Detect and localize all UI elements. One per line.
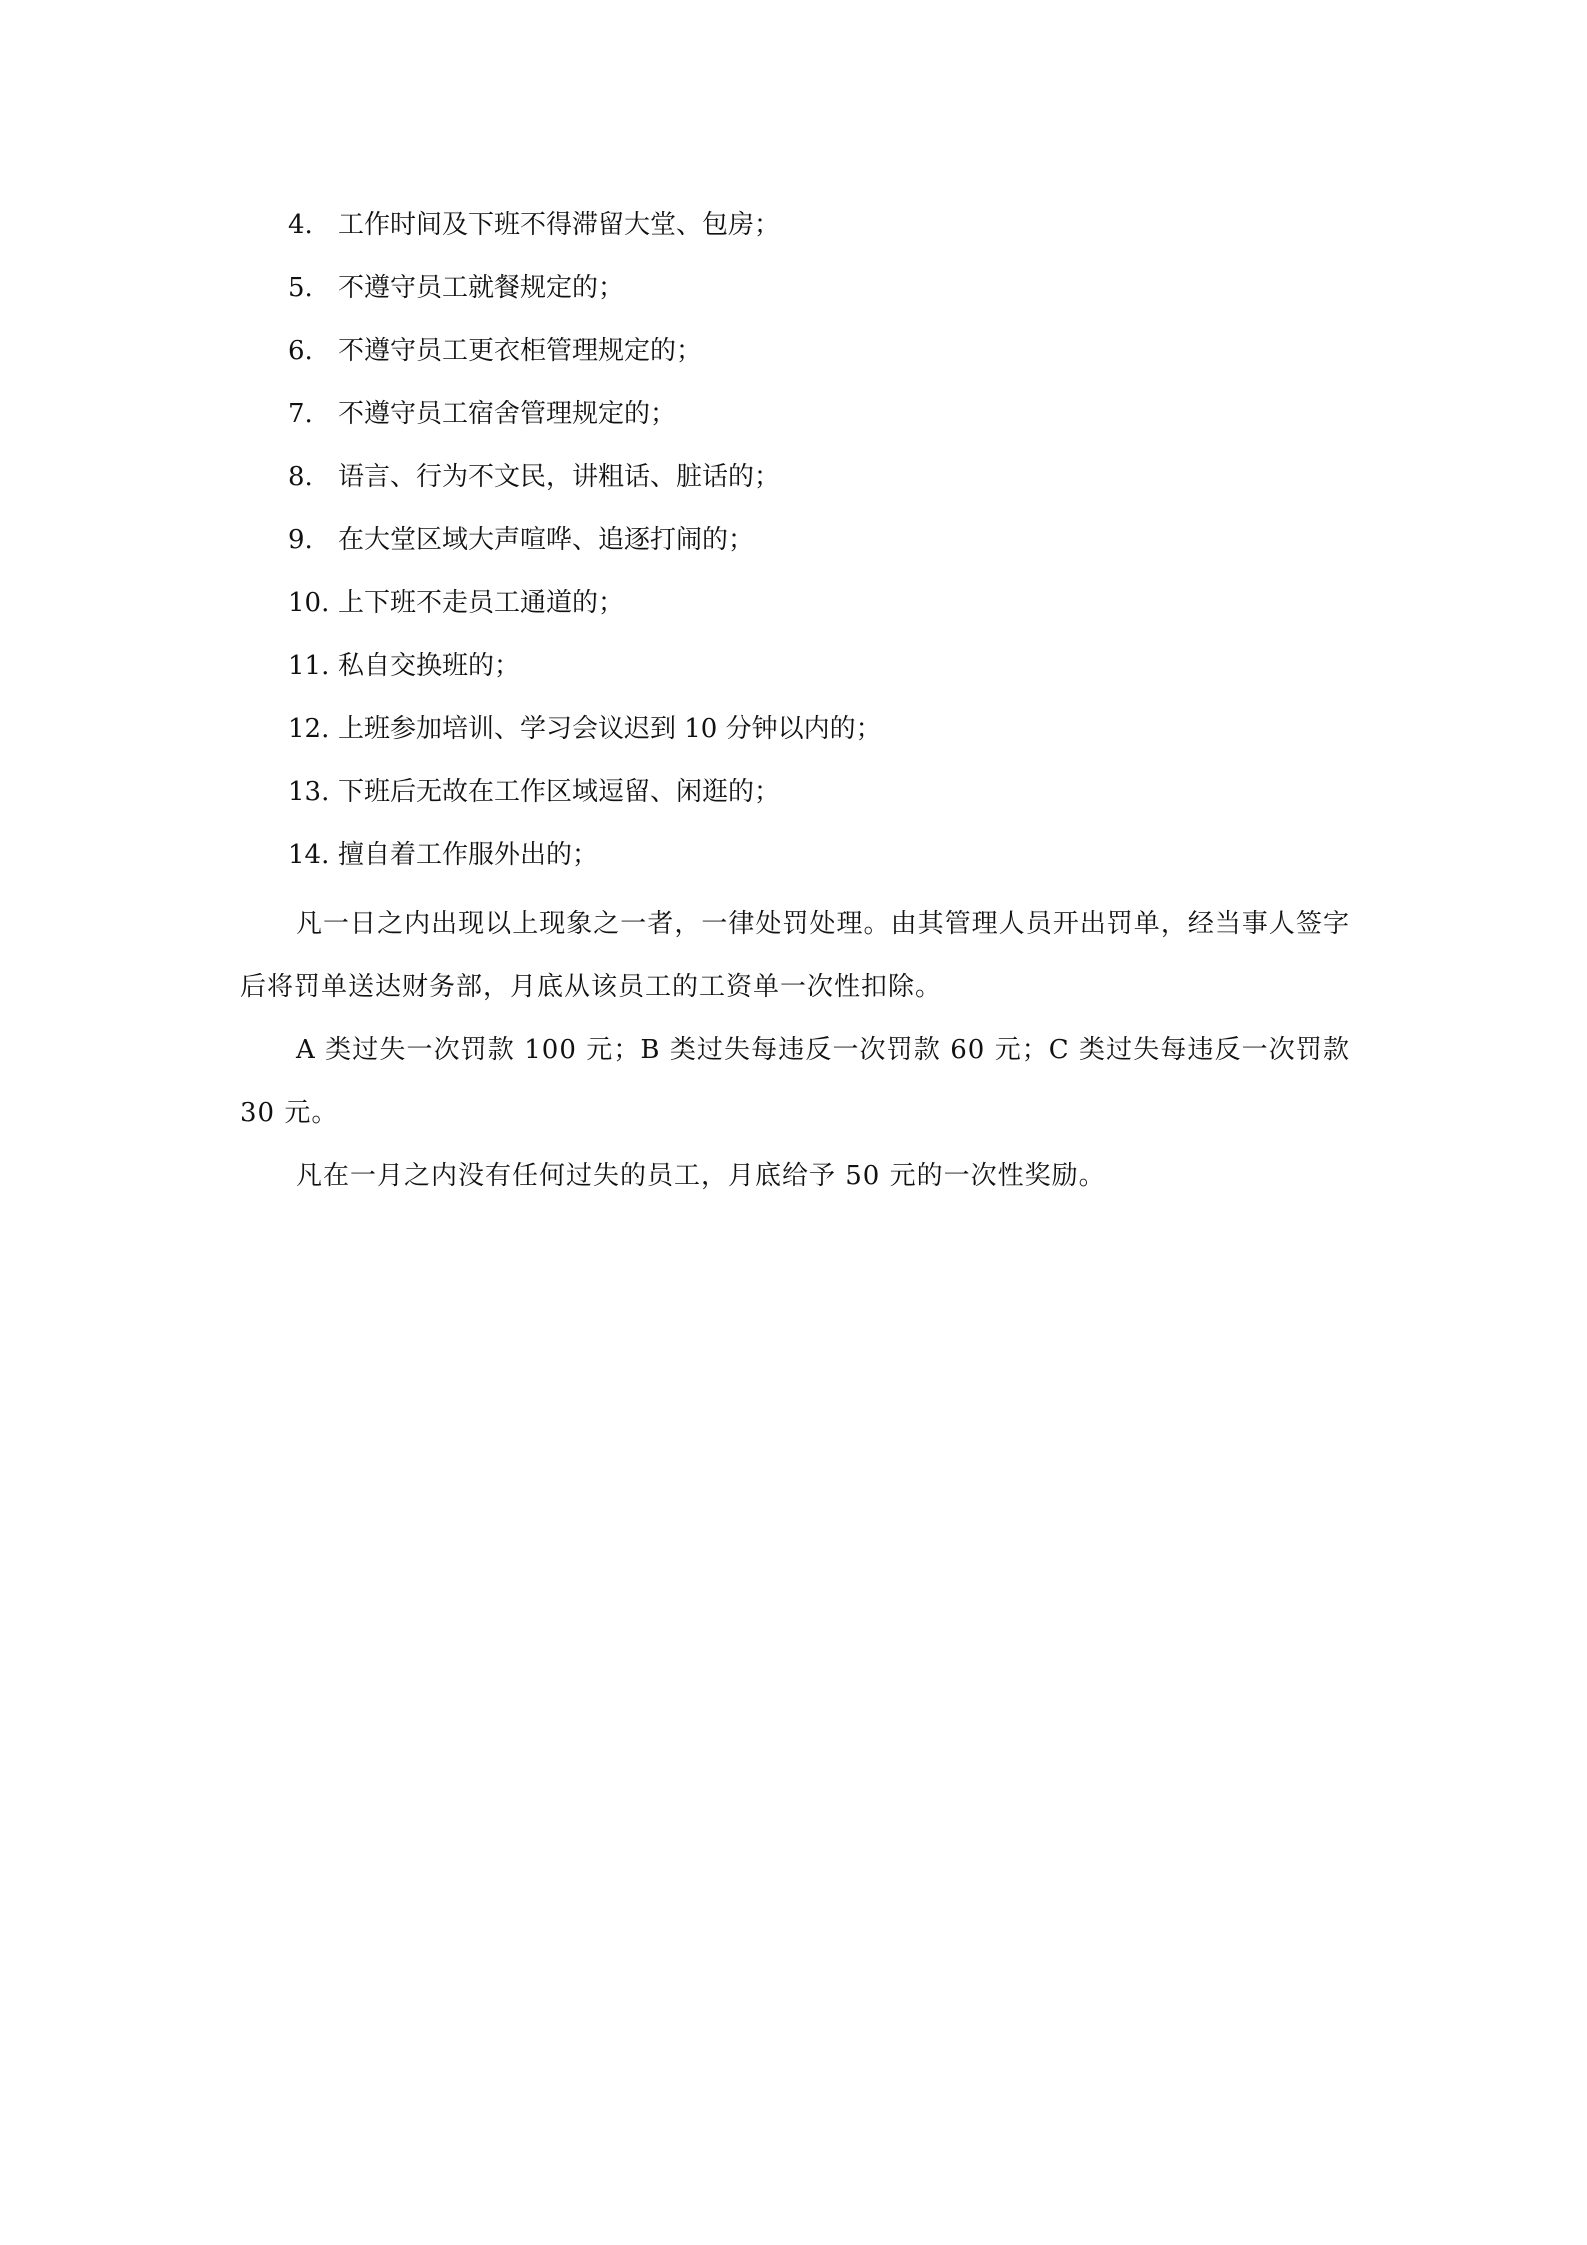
list-item-text: 不遵守员工就餐规定的； [338,273,625,303]
list-item-number: 8. [288,462,313,492]
list-item-number: 14. [288,840,330,870]
list-item [240,515,1350,578]
list-item-text: 工作时间及下班不得滞留大堂、包房； [338,210,781,240]
list-item [240,326,1350,389]
list-item-text: 不遵守员工更衣柜管理规定的； [338,336,703,366]
list-item-number: 4. [288,210,313,240]
list-item-text: 不遵守员工宿舍管理规定的； [338,399,677,429]
list-item [240,263,1350,326]
list-item-text: 语言、行为不文民，讲粗话、脏话的； [338,462,781,492]
list-item-number: 6. [288,336,313,366]
list-item-number: 12. [288,714,330,744]
list-item-text: 私自交换班的； [338,651,521,681]
penalty-procedure-paragraph: 凡一日之内出现以上现象之一者，一律处罚处理。由其管理人员开出罚单，经当事人签字后将罚单送达财务部，月底从该员工的工资单一次性扣除。 [240,909,1350,1002]
list-item [240,767,1350,830]
list-item [240,452,1350,515]
rules-list [240,200,1350,893]
list-item-number: 7. [288,399,313,429]
fine-amounts-paragraph: A 类过失一次罚款 100 元；B 类过失每违反一次罚款 60 元；C 类过失每违反一次罚款 30 元。 [240,1035,1350,1128]
document-body [240,200,1350,1208]
list-item [240,200,1350,263]
list-item [240,389,1350,452]
list-item [240,641,1350,704]
list-item-number: 9. [288,525,313,555]
reward-paragraph: 凡在一月之内没有任何过失的员工，月底给予 50 元的一次性奖励。 [296,1161,1106,1191]
list-item-text: 上班参加培训、学习会议迟到 10 分钟以内的； [338,714,882,744]
list-item-number: 5. [288,273,313,303]
list-item-text: 下班后无故在工作区域逗留、闲逛的； [338,777,781,807]
list-item-number: 10. [288,588,330,618]
list-item [240,704,1350,767]
list-item-text: 在大堂区域大声喧哗、追逐打闹的； [338,525,755,555]
list-item-number: 11. [288,651,330,681]
list-item [240,830,1350,893]
list-item-text: 擅自着工作服外出的； [338,840,599,870]
list-item [240,578,1350,641]
list-item-number: 13. [288,777,330,807]
list-item-text: 上下班不走员工通道的； [338,588,625,618]
